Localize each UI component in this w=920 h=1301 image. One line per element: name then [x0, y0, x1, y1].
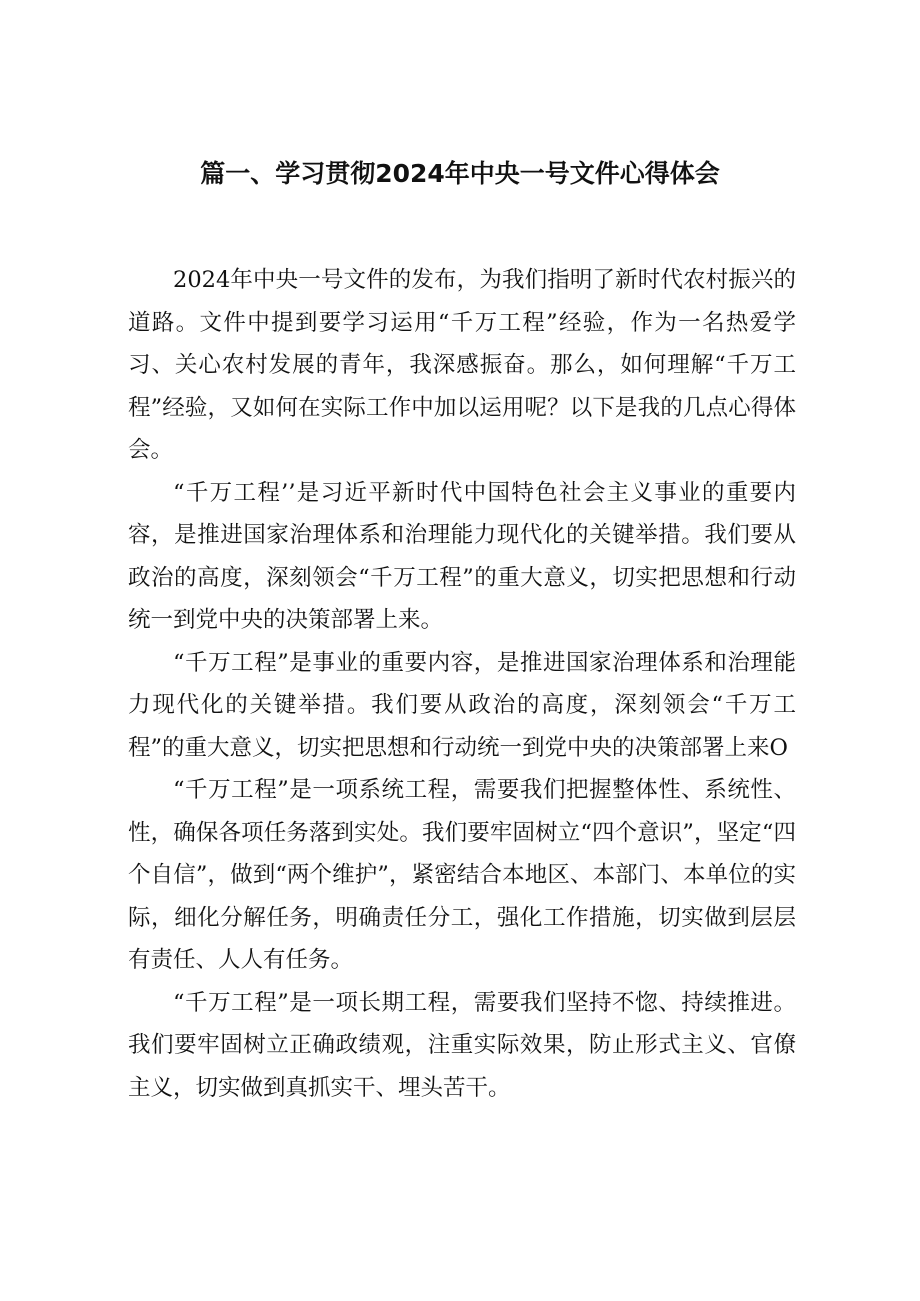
paragraph-4: “千万工程”是一项系统工程，需要我们把握整体性、系统性、性，确保各项任务落到实处。我们要牢固树立“四个意识”，坚定“四个自信”，做到“两个维护”，紧密结合本地区、本部门、本单位的实际，细化分解任务，明确责任分工，强化工作措施，切实做到层层有责任、人人有任务。	[128, 777, 796, 973]
document-title: 篇一、学习贯彻2024年中央一号文件心得体会	[200, 159, 720, 188]
paragraph-1: 2024年中央一号文件的发布，为我们指明了新时代农村振兴的道路。文件中提到要学习运用“千万工程”经验，作为一名热爱学习、关心农村发展的青年，我深感振奋。那么，如何理解“千万工程”经验，又如何在实际工作中加以运用呢？以下是我的几点心得体会。	[128, 267, 796, 463]
document-body	[128, 259, 796, 1109]
paragraph-5: “千万工程”是一项长期工程，需要我们坚持不惚、持续推进。我们要牢固树立正确政绩观，注重实际效果，防止形式主义、官僚主义，切实做到真抓实干、埋头苦干。	[128, 989, 796, 1101]
paragraph-2: “千万工程’’是习近平新时代中国特色社会主义事业的重要内容，是推进国家治理体系和治理能力现代化的关键举措。我们要从政治的高度，深刻领会“千万工程”的重大意义，切实把思想和行动统一到党中央的决策部署上来。	[128, 479, 796, 633]
paragraph-3: “千万工程”是事业的重要内容，是推进国家治理体系和治理能力现代化的关键举措。我们要从政治的高度，深刻领会“千万工程”的重大意义，切实把思想和行动统一到党中央的决策部署上来O	[128, 649, 796, 761]
